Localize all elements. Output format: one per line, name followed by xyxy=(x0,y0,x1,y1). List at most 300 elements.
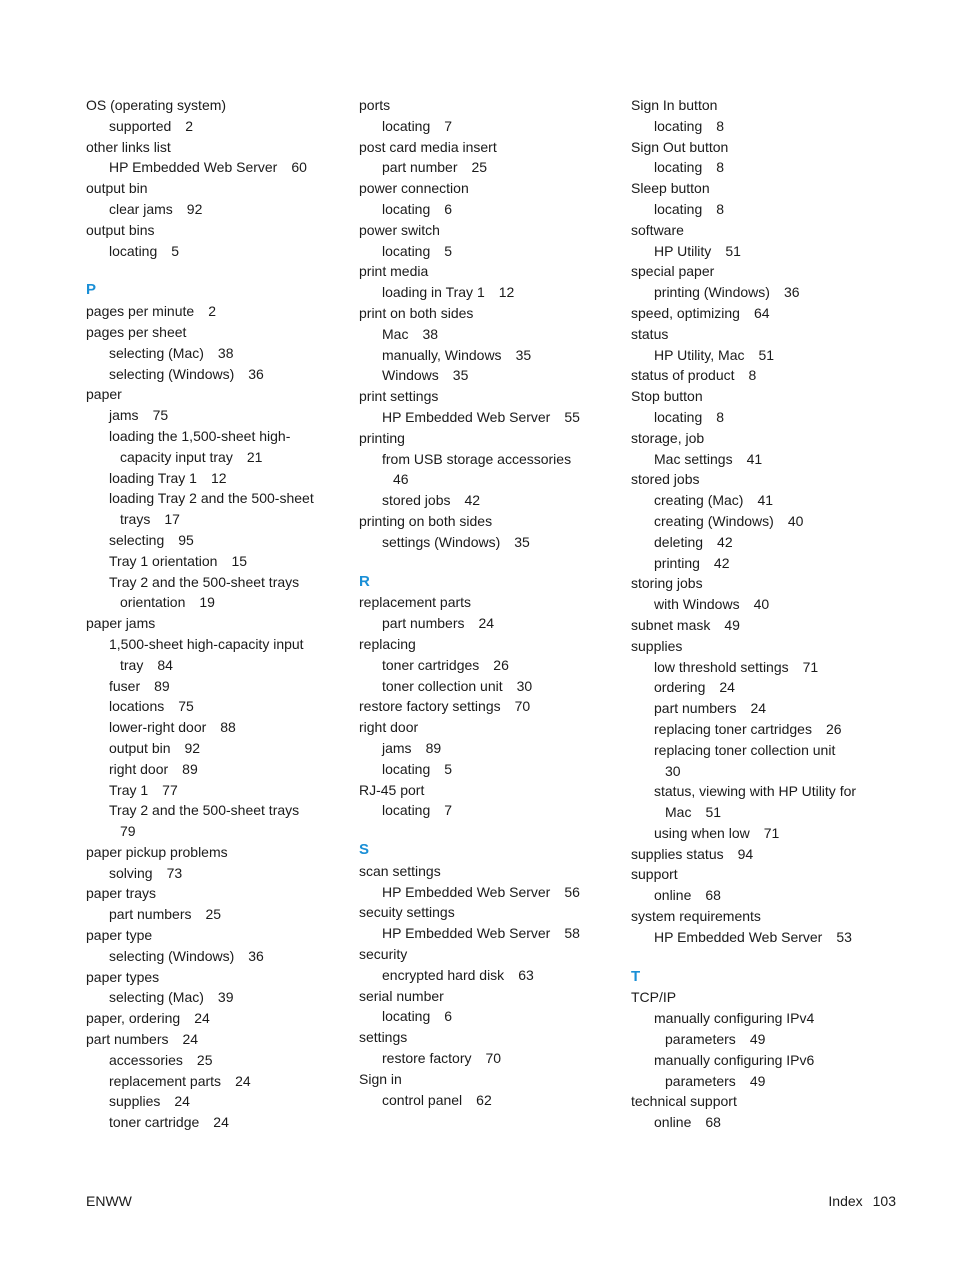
index-term: printing on both sides xyxy=(359,512,493,529)
index-subentry xyxy=(86,468,341,489)
index-term: right door xyxy=(359,719,419,736)
index-term: selecting (Mac) xyxy=(109,344,204,361)
index-term: post card media insert xyxy=(359,138,497,155)
index-entry xyxy=(359,1069,614,1090)
index-entry xyxy=(631,636,893,657)
index-entry xyxy=(359,386,614,407)
index-page-ref: 63 xyxy=(518,966,534,983)
index-term: Tray 2 and the 500-sheet trays xyxy=(109,802,300,819)
index-subentry xyxy=(86,116,341,137)
index-term: jams xyxy=(109,407,139,424)
index-page-ref: 42 xyxy=(464,492,481,509)
index-page-ref: 92 xyxy=(186,200,203,217)
index-term: storage, job xyxy=(631,429,705,446)
index-subentry xyxy=(86,488,341,509)
index-subentry xyxy=(359,613,614,634)
index-term: power connection xyxy=(359,180,469,197)
index-page-ref: 35 xyxy=(452,367,469,384)
index-entry xyxy=(359,986,614,1007)
index-page-ref: 25 xyxy=(196,1051,213,1068)
index-term: pages per minute xyxy=(86,303,195,320)
index-page-ref: 15 xyxy=(231,552,248,569)
index-term: part numbers xyxy=(86,1031,169,1048)
index-page-ref: 94 xyxy=(737,845,754,862)
index-page-ref: 5 xyxy=(444,242,453,259)
index-subentry xyxy=(359,676,614,697)
index-term: Sign Out button xyxy=(631,138,729,155)
index-letter-heading: R xyxy=(359,572,370,590)
index-page-ref: 60 xyxy=(291,159,307,176)
index-page-ref: 26 xyxy=(825,720,842,737)
index-term: ports xyxy=(359,97,391,113)
index-term: HP Embedded Web Server xyxy=(382,408,551,425)
index-term: paper jams xyxy=(86,615,156,632)
footer-page-number: 103 xyxy=(872,1193,896,1209)
index-page-ref: 49 xyxy=(749,1031,766,1048)
index-page-ref: 42 xyxy=(717,533,733,550)
index-page-ref: 24 xyxy=(174,1093,190,1110)
index-term: part numbers xyxy=(382,615,465,632)
index-page-ref: 62 xyxy=(476,1091,492,1108)
index-subentry xyxy=(631,449,893,470)
index-subentry xyxy=(631,511,893,532)
index-term: support xyxy=(631,866,678,883)
index-entry xyxy=(631,261,893,282)
index-term: technical support xyxy=(631,1093,737,1110)
index-entry-continuation xyxy=(86,509,341,530)
index-subentry xyxy=(359,800,614,821)
index-entry xyxy=(86,220,341,241)
index-term: paper trays xyxy=(86,885,157,902)
index-entry xyxy=(631,137,893,158)
index-subentry xyxy=(359,1090,614,1111)
index-term: manually, Windows xyxy=(382,346,502,363)
index-term: selecting (Windows) xyxy=(109,947,235,964)
index-term: software xyxy=(631,221,684,238)
footer-section-label: Index xyxy=(828,1193,863,1209)
index-term: encrypted hard disk xyxy=(382,966,505,983)
index-term: Windows xyxy=(382,367,439,384)
index-term: Stop button xyxy=(631,388,703,405)
index-term: 46 xyxy=(393,471,409,488)
index-term: 30 xyxy=(665,762,681,779)
index-term: paper xyxy=(86,386,122,403)
index-term: restore factory xyxy=(382,1050,472,1067)
index-entry xyxy=(359,178,614,199)
index-subentry xyxy=(86,364,341,385)
index-entry xyxy=(359,861,614,882)
index-term: locating xyxy=(654,159,703,176)
index-page-ref: 25 xyxy=(471,159,488,176)
index-entry-continuation xyxy=(86,447,341,468)
index-term: locating xyxy=(654,117,703,134)
index-page-ref: 41 xyxy=(746,450,763,467)
index-term: locating xyxy=(109,242,158,259)
index-entry xyxy=(631,428,893,449)
index-term: print settings xyxy=(359,388,439,405)
index-term: settings (Windows) xyxy=(382,533,501,550)
index-page-ref: 51 xyxy=(758,346,775,363)
index-term: speed, optimizing xyxy=(631,304,740,321)
index-term: toner cartridges xyxy=(382,656,480,673)
index-term: special paper xyxy=(631,263,715,280)
index-page-ref: 38 xyxy=(217,344,234,361)
index-entry xyxy=(86,1029,341,1050)
index-term: paper pickup problems xyxy=(86,843,228,860)
index-page-ref: 6 xyxy=(444,200,453,217)
index-entry xyxy=(86,384,341,405)
index-page-ref: 49 xyxy=(749,1072,766,1089)
index-page-ref: 75 xyxy=(152,407,169,424)
index-subentry xyxy=(359,1048,614,1069)
index-page-ref: 38 xyxy=(422,325,439,342)
index-page-ref: 68 xyxy=(705,1114,721,1131)
index-term: Sign In button xyxy=(631,97,718,113)
index-subentry xyxy=(359,965,614,986)
index-subentry xyxy=(86,863,341,884)
index-term: HP Embedded Web Server xyxy=(382,883,551,900)
index-term: fuser xyxy=(109,677,141,694)
index-subentry xyxy=(631,927,893,948)
index-entry xyxy=(631,987,893,1008)
index-subentry xyxy=(86,1050,341,1071)
index-subentry xyxy=(631,657,893,678)
index-subentry xyxy=(631,1050,893,1071)
index-subentry xyxy=(359,324,614,345)
index-entry xyxy=(359,902,614,923)
index-page-ref: 8 xyxy=(716,117,725,134)
index-term: Sign in xyxy=(359,1070,402,1087)
index-page-ref: 2 xyxy=(185,117,194,134)
index-entry xyxy=(631,844,893,865)
index-subentry xyxy=(86,696,341,717)
index-subentry xyxy=(359,407,614,428)
index-letter-heading: T xyxy=(631,967,641,985)
index-entry xyxy=(631,864,893,885)
index-term: replacement parts xyxy=(359,594,472,611)
index-term: HP Embedded Web Server xyxy=(109,159,278,176)
index-column-3 xyxy=(631,95,893,1133)
index-term: parameters xyxy=(665,1072,736,1089)
index-entry-continuation xyxy=(631,1071,893,1092)
index-subentry xyxy=(359,490,614,511)
index-subentry xyxy=(359,532,614,553)
index-page-ref: 24 xyxy=(719,679,735,696)
index-term: restore factory settings xyxy=(359,698,501,715)
index-term: parameters xyxy=(665,1031,736,1048)
index-page-ref: 55 xyxy=(564,408,580,425)
index-subentry xyxy=(631,199,893,220)
index-page-ref: 51 xyxy=(705,804,722,821)
index-term: low threshold settings xyxy=(654,658,789,675)
index-page-ref: 36 xyxy=(248,365,264,382)
index-subentry xyxy=(631,490,893,511)
index-page-ref: 24 xyxy=(194,1010,210,1027)
index-entry xyxy=(359,220,614,241)
index-term: accessories xyxy=(109,1051,183,1068)
index-entry-continuation xyxy=(86,821,341,842)
index-entry xyxy=(631,324,893,345)
index-term: Sleep button xyxy=(631,180,710,197)
index-subentry xyxy=(86,634,341,655)
index-term: settings xyxy=(359,1029,408,1046)
index-page-ref: 39 xyxy=(217,989,234,1006)
index-subentry xyxy=(631,740,893,761)
index-page-ref: 71 xyxy=(763,824,780,841)
index-subentry xyxy=(86,343,341,364)
index-term: using when low xyxy=(654,824,750,841)
index-subentry xyxy=(86,530,341,551)
index-page-ref: 49 xyxy=(724,616,740,633)
index-term: selecting (Mac) xyxy=(109,989,204,1006)
index-entry xyxy=(86,178,341,199)
index-subentry xyxy=(86,676,341,697)
index-page-ref: 64 xyxy=(753,304,770,321)
index-page-ref: 41 xyxy=(757,492,774,509)
index-subentry xyxy=(359,116,614,137)
index-page-ref: 71 xyxy=(802,658,819,675)
index-term: tray xyxy=(120,656,144,673)
index-term: scan settings xyxy=(359,862,441,879)
index-page-ref: 30 xyxy=(516,677,533,694)
index-entry-continuation xyxy=(86,655,341,676)
index-subentry xyxy=(86,572,341,593)
index-subentry xyxy=(86,717,341,738)
index-page-ref: 70 xyxy=(485,1050,502,1067)
index-subentry xyxy=(631,407,893,428)
index-page-ref: 8 xyxy=(748,367,757,384)
index-term: replacing toner collection unit xyxy=(654,741,836,758)
index-term: creating (Mac) xyxy=(654,492,744,509)
index-term: replacing xyxy=(359,635,416,652)
index-term: locating xyxy=(654,200,703,217)
index-entry xyxy=(359,592,614,613)
index-entry xyxy=(359,717,614,738)
index-entry xyxy=(631,469,893,490)
index-subentry xyxy=(86,1091,341,1112)
index-term: 1,500-sheet high-capacity input xyxy=(109,635,304,652)
index-entry xyxy=(631,365,893,386)
index-subentry xyxy=(631,885,893,906)
index-term: subnet mask xyxy=(631,616,711,633)
index-term: Tray 1 xyxy=(109,781,149,798)
index-term: capacity input tray xyxy=(120,448,233,465)
index-page-ref: 24 xyxy=(750,700,767,717)
index-term: orientation xyxy=(120,594,186,611)
index-subentry xyxy=(86,551,341,572)
index-term: printing (Windows) xyxy=(654,284,770,301)
index-entry xyxy=(631,906,893,927)
index-subentry xyxy=(631,1112,893,1133)
index-entry xyxy=(86,925,341,946)
index-page-ref: 53 xyxy=(836,928,852,945)
index-term: online xyxy=(654,1114,692,1131)
index-entry-continuation xyxy=(631,802,893,823)
index-subentry xyxy=(631,719,893,740)
index-subentry xyxy=(631,553,893,574)
index-term: locating xyxy=(654,408,703,425)
index-term: Mac xyxy=(382,325,409,342)
index-entry xyxy=(359,944,614,965)
index-entry xyxy=(359,95,614,116)
index-term: locating xyxy=(382,117,431,134)
index-term: printing xyxy=(359,429,405,446)
index-page-ref: 89 xyxy=(154,677,170,694)
index-subentry xyxy=(631,241,893,262)
index-term: 79 xyxy=(120,823,136,840)
index-entry xyxy=(359,261,614,282)
index-subentry xyxy=(359,738,614,759)
index-subentry xyxy=(86,405,341,426)
index-subentry xyxy=(631,345,893,366)
index-term: locating xyxy=(382,760,431,777)
footer-left xyxy=(86,1192,132,1210)
index-entry xyxy=(631,220,893,241)
index-term: paper, ordering xyxy=(86,1010,181,1027)
index-term: Mac xyxy=(665,804,692,821)
index-subentry xyxy=(359,923,614,944)
footer-right xyxy=(828,1192,896,1210)
index-subentry xyxy=(359,199,614,220)
index-entry xyxy=(86,322,341,343)
index-term: stored jobs xyxy=(631,471,700,488)
index-subentry xyxy=(359,157,614,178)
index-term: HP Embedded Web Server xyxy=(382,925,551,942)
index-subentry xyxy=(86,759,341,780)
index-page-ref: 19 xyxy=(199,594,215,611)
index-page-ref: 21 xyxy=(246,448,263,465)
index-page-ref: 40 xyxy=(787,512,804,529)
index-term: status xyxy=(631,325,669,342)
index-subentry xyxy=(359,882,614,903)
index-term: printing xyxy=(654,554,700,571)
index-term: pages per sheet xyxy=(86,323,187,340)
index-subentry xyxy=(86,241,341,262)
index-page-ref: 24 xyxy=(213,1114,229,1131)
index-entry xyxy=(631,615,893,636)
index-entry xyxy=(631,386,893,407)
index-page-ref: 36 xyxy=(783,284,800,301)
index-entry xyxy=(359,696,614,717)
index-entry xyxy=(86,301,341,322)
index-term: manually configuring IPv6 xyxy=(654,1051,815,1068)
index-term: clear jams xyxy=(109,200,173,217)
index-page-ref: 92 xyxy=(184,739,201,756)
index-entry xyxy=(359,634,614,655)
index-page-ref: 88 xyxy=(220,719,236,736)
index-entry xyxy=(631,95,893,116)
index-term: print media xyxy=(359,263,429,280)
index-term: supplies xyxy=(109,1093,161,1110)
index-term: status of product xyxy=(631,367,735,384)
index-page-ref: 24 xyxy=(182,1031,199,1048)
index-page-ref: 73 xyxy=(166,864,183,881)
index-term: security xyxy=(359,946,408,963)
index-subentry xyxy=(631,532,893,553)
index-subentry xyxy=(631,594,893,615)
index-page-ref: 35 xyxy=(515,346,532,363)
index-subentry xyxy=(359,241,614,262)
index-page-ref: 8 xyxy=(716,200,725,217)
index-page-ref: 51 xyxy=(725,242,741,259)
index-subentry xyxy=(631,781,893,802)
index-term: serial number xyxy=(359,987,444,1004)
index-term: lower-right door xyxy=(109,719,207,736)
index-term: Tray 1 orientation xyxy=(109,552,218,569)
index-term: online xyxy=(654,887,692,904)
index-term: other links list xyxy=(86,138,171,155)
index-page-ref: 77 xyxy=(162,781,178,798)
index-page-ref: 7 xyxy=(444,117,453,134)
index-page-ref: 56 xyxy=(564,883,580,900)
index-subentry xyxy=(86,946,341,967)
index-subentry xyxy=(86,904,341,925)
index-term: selecting xyxy=(109,531,165,548)
index-entry-continuation xyxy=(359,469,614,490)
index-subentry xyxy=(631,698,893,719)
index-page-ref: 58 xyxy=(564,925,580,942)
footer-doc-code: ENWW xyxy=(86,1193,132,1209)
index-subentry xyxy=(359,1006,614,1027)
index-entry xyxy=(359,511,614,532)
index-page-ref: 12 xyxy=(210,469,227,486)
index-entry xyxy=(631,303,893,324)
index-term: Mac settings xyxy=(654,450,733,467)
index-entry xyxy=(359,780,614,801)
index-term: jams xyxy=(382,739,412,756)
index-subentry xyxy=(86,738,341,759)
index-term: manually configuring IPv4 xyxy=(654,1010,815,1027)
index-subentry xyxy=(86,426,341,447)
index-term: from USB storage accessories xyxy=(382,450,572,467)
index-page-ref: 24 xyxy=(478,615,495,632)
index-subentry xyxy=(631,282,893,303)
index-term: replacement parts xyxy=(109,1072,222,1089)
index-entry xyxy=(631,573,893,594)
index-column-2 xyxy=(359,95,614,1110)
index-entry xyxy=(86,613,341,634)
index-entry xyxy=(359,303,614,324)
index-entry xyxy=(631,178,893,199)
index-term: stored jobs xyxy=(382,492,451,509)
index-term: paper type xyxy=(86,927,153,944)
index-subentry xyxy=(359,655,614,676)
index-page-ref: 8 xyxy=(716,159,725,176)
index-entry-continuation xyxy=(631,761,893,782)
index-page-ref: 95 xyxy=(178,531,194,548)
index-term: HP Utility xyxy=(654,242,712,259)
index-term: supplies status xyxy=(631,845,724,862)
index-entry xyxy=(86,842,341,863)
index-entry xyxy=(86,137,341,158)
index-term: secuity settings xyxy=(359,904,455,921)
index-subentry xyxy=(86,987,341,1008)
index-letter-heading: P xyxy=(86,281,97,299)
index-subentry xyxy=(86,1071,341,1092)
index-term: toner collection unit xyxy=(382,677,503,694)
index-entry xyxy=(86,967,341,988)
index-term: part numbers xyxy=(654,700,737,717)
index-term: OS (operating system) xyxy=(86,97,227,113)
index-term: selecting (Windows) xyxy=(109,365,235,382)
index-entry-continuation xyxy=(631,1029,893,1050)
index-entry xyxy=(359,1027,614,1048)
index-term: solving xyxy=(109,864,153,881)
index-term: part number xyxy=(382,159,458,176)
index-entry xyxy=(631,1091,893,1112)
index-subentry xyxy=(86,780,341,801)
index-page-ref: 68 xyxy=(705,887,721,904)
